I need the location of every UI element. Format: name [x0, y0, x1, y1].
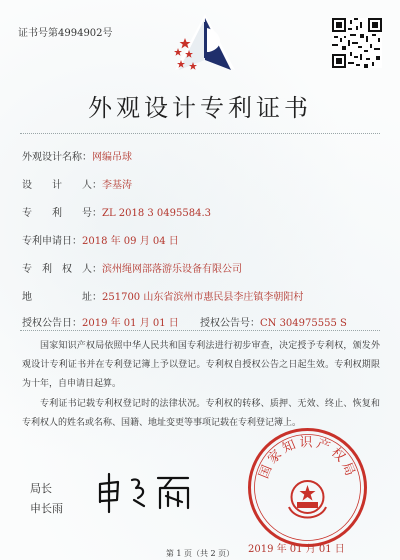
address-row [22, 288, 303, 303]
grant-date-value: 2019 年 01 月 01 日 [82, 318, 179, 329]
grant-number-value: CN 304975555 S [259, 318, 347, 329]
qr-code-icon [332, 18, 382, 68]
grant-row [22, 314, 347, 329]
patent-number-value: ZL 2018 3 0495584.3 [102, 208, 212, 219]
seal-text: 国家知识产权局 [256, 435, 359, 481]
grant-number-label: 授权公告号： [199, 318, 260, 329]
director-signature [92, 470, 202, 515]
page-title: 外观设计专利证书 [88, 94, 312, 122]
patent-number-row [22, 204, 211, 219]
grant-date-label: 授权公告日： [22, 318, 82, 329]
page-footer: 第 1 页（共 2 页） [165, 549, 235, 558]
designer-row [22, 176, 132, 191]
filing-date-value: 2018 年 09 月 04 日 [82, 236, 179, 247]
seal-date: 2019 年 01 月 01 日 [248, 544, 345, 555]
certificate-number: 证书号第4994902号 [18, 28, 113, 39]
patentee-row [22, 260, 242, 275]
design-name-row [22, 148, 132, 163]
patentee-label: 专 利 权 人： [22, 264, 102, 275]
cnipa-logo-icon [165, 8, 245, 88]
divider [20, 133, 380, 134]
notice-paragraph-1: 国家知识产权局依照中华人民共和国专利法进行初步审查，决定授予专利权，颁发外观设计专利证书并在专利登记簿上予以登记。专利权自授权公告之日起生效。专利权期限为十年，自申请日起算。 [22, 341, 380, 389]
notice-paragraph-2: 专利证书记载专利权登记时的法律状况。专利权的转移、质押、无效、终止、恢复和专利权人的姓名或名称、国籍、地址变更等事项记载在专利登记簿上。 [22, 399, 380, 428]
designer-label: 设 计 人： [22, 180, 102, 191]
designer-value: 李基涛 [102, 180, 132, 191]
filing-date-label: 专利申请日： [22, 236, 82, 247]
official-seal-icon [245, 425, 370, 550]
patentee-value: 滨州绳网部落游乐设备有限公司 [102, 264, 242, 275]
director-name: 申长雨 [30, 502, 63, 515]
address-value: 251700 山东省滨州市惠民县李庄镇李朝阳村 [102, 292, 304, 303]
divider [20, 330, 380, 331]
filing-date-row [22, 232, 179, 247]
design-name-value: 网编吊球 [92, 152, 132, 163]
patent-number-label: 专 利 号： [22, 208, 102, 219]
director-title: 局长 [30, 482, 52, 495]
design-name-label: 外观设计名称： [22, 152, 92, 163]
address-label: 地 址： [22, 292, 102, 303]
